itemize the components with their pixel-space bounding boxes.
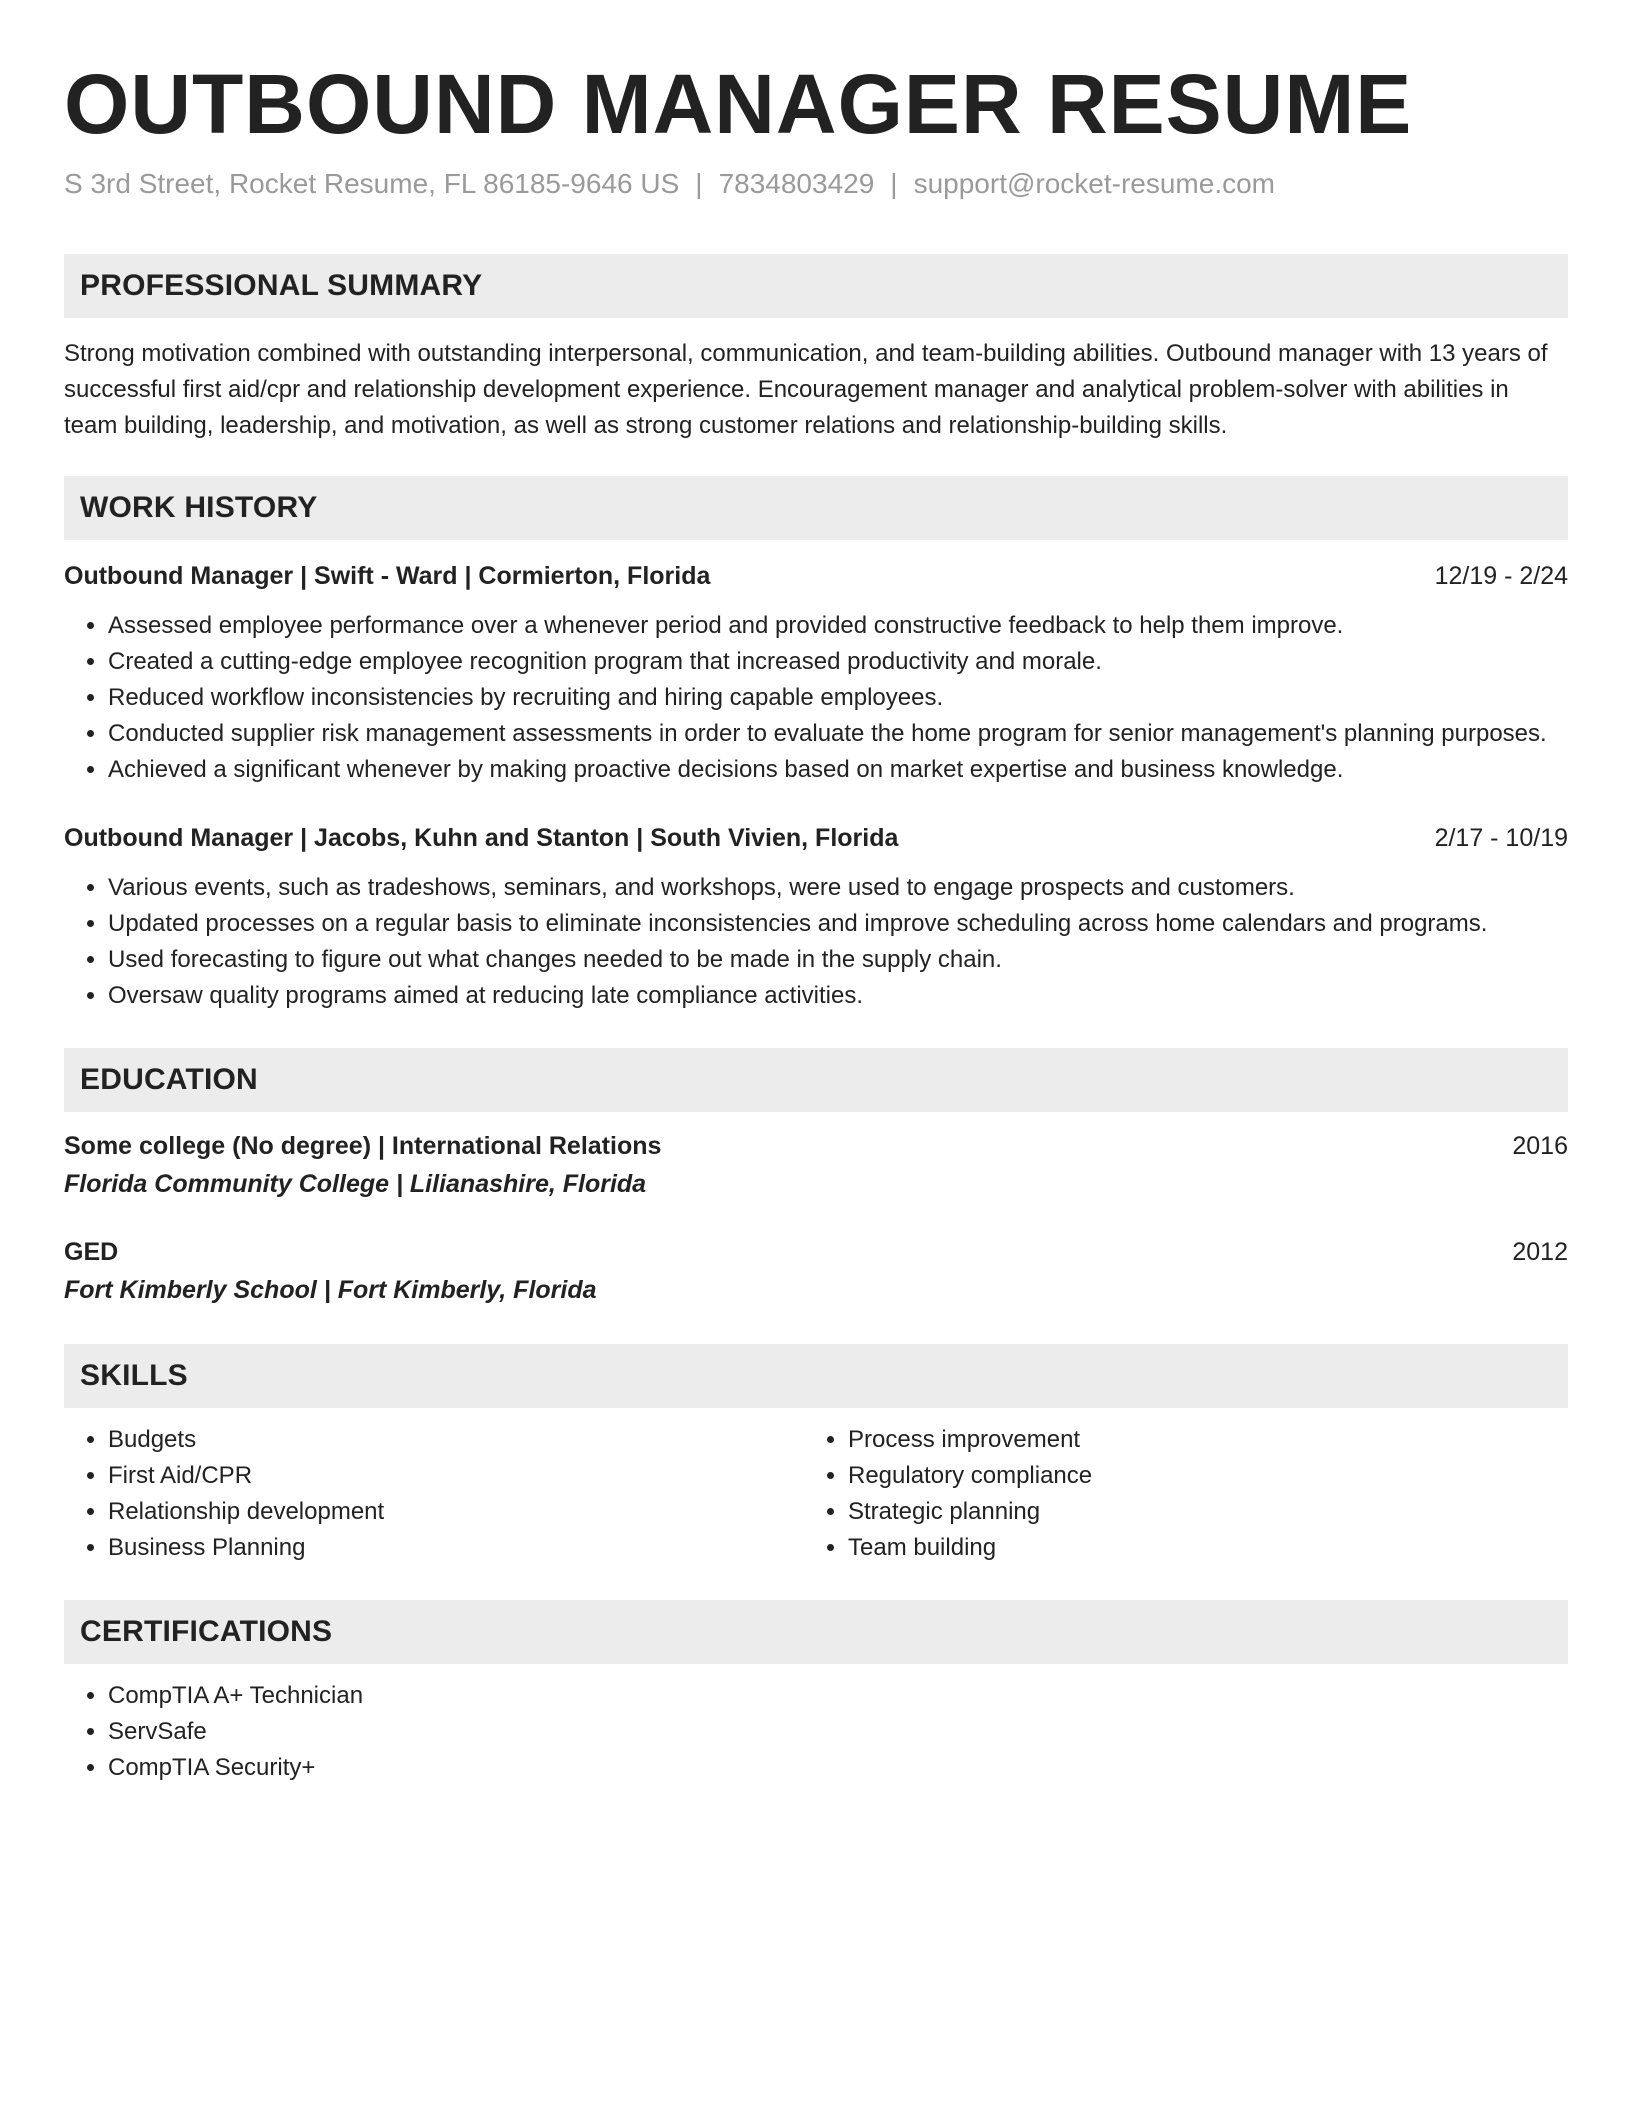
education-entry <box>64 1128 1568 1204</box>
contact-address: S 3rd Street, Rocket Resume, FL 86185-9646 US <box>64 168 680 199</box>
job-bullets <box>64 870 1568 1014</box>
job-bullet: • Assessed employee performance over a whenever period and provided constructive feedback to help them improve. <box>108 608 1568 644</box>
job-dates: 12/19 - 2/24 <box>1434 562 1568 590</box>
resume-title: OUTBOUND MANAGER RESUME <box>64 57 1413 151</box>
certification-item: • ServSafe <box>108 1714 1568 1750</box>
section-header-summary: PROFESSIONAL SUMMARY <box>64 254 1568 318</box>
job-bullet: • Updated processes on a regular basis to eliminate inconsistencies and improve scheduling across home calendars and programs. <box>108 906 1568 942</box>
education-entry <box>64 1234 1568 1310</box>
job-heading: Outbound Manager | Jacobs, Kuhn and Stanton | South Vivien, Florida <box>64 824 899 852</box>
education-degree: GED <box>64 1238 119 1266</box>
summary-text: Strong motivation combined with outstanding interpersonal, communication, and team-building abilities. Outbound manager with 13 years of successful first aid/cpr and relationship development experience. Encouragement manager and analytical problem-solver with abilities in team building, leadership, and motivation, as well as strong customer relations and relationship-building skills. <box>64 340 1548 439</box>
section-header-education: EDUCATION <box>64 1048 1568 1112</box>
job-bullet: • Achieved a significant whenever by making proactive decisions based on market expertise and business knowledge. <box>108 752 1568 788</box>
skill-item: • Strategic planning <box>848 1494 1568 1530</box>
education-school: Fort Kimberly School | Fort Kimberly, Florida <box>64 1276 597 1304</box>
skill-item: • Budgets <box>108 1422 804 1458</box>
certifications-list <box>64 1678 1568 1786</box>
education-heading-row <box>64 1128 1568 1164</box>
section-header-skills: SKILLS <box>64 1344 1568 1408</box>
education-year: 2012 <box>1512 1238 1568 1266</box>
section-header-work-history: WORK HISTORY <box>64 476 1568 540</box>
skill-item: • Team building <box>848 1530 1568 1566</box>
job-bullet: • Reduced workflow inconsistencies by recruiting and hiring capable employees. <box>108 680 1568 716</box>
skill-item: • First Aid/CPR <box>108 1458 804 1494</box>
job-bullet: • Created a cutting-edge employee recognition program that increased productivity and morale. <box>108 644 1568 680</box>
section-header-certifications: CERTIFICATIONS <box>64 1600 1568 1664</box>
education-school: Florida Community College | Lilianashire, Florida <box>64 1170 647 1198</box>
skills-columns <box>64 1422 1568 1566</box>
contact-email: support@rocket-resume.com <box>913 168 1276 199</box>
education-heading-row <box>64 1234 1568 1270</box>
education-degree: Some college (No degree) | International Relations <box>64 1132 662 1160</box>
job-entry <box>64 820 1568 1014</box>
job-entry <box>64 558 1568 788</box>
contact-separator: | <box>695 168 703 199</box>
certification-item: • CompTIA A+ Technician <box>108 1678 1568 1714</box>
education-year: 2016 <box>1512 1132 1568 1160</box>
skill-item: • Regulatory compliance <box>848 1458 1568 1494</box>
job-bullet: • Conducted supplier risk management assessments in order to evaluate the home program for senior management's planning purposes. <box>108 716 1568 752</box>
job-bullet: • Oversaw quality programs aimed at reducing late compliance activities. <box>108 978 1568 1014</box>
skills-list-right <box>804 1422 1568 1566</box>
job-bullets <box>64 608 1568 788</box>
contact-line <box>64 166 1568 202</box>
skill-item: • Relationship development <box>108 1494 804 1530</box>
job-heading: Outbound Manager | Swift - Ward | Cormierton, Florida <box>64 562 711 590</box>
contact-phone: 7834803429 <box>718 168 875 199</box>
job-dates: 2/17 - 10/19 <box>1434 824 1568 852</box>
job-bullet: • Used forecasting to figure out what changes needed to be made in the supply chain. <box>108 942 1568 978</box>
job-heading-row <box>64 820 1568 856</box>
job-bullet: • Various events, such as tradeshows, seminars, and workshops, were used to engage prospects and customers. <box>108 870 1568 906</box>
skill-item: • Business Planning <box>108 1530 804 1566</box>
skills-list-left <box>64 1422 804 1566</box>
skill-item: • Process improvement <box>848 1422 1568 1458</box>
certification-item: • CompTIA Security+ <box>108 1750 1568 1786</box>
job-heading-row <box>64 558 1568 594</box>
contact-separator: | <box>890 168 898 199</box>
